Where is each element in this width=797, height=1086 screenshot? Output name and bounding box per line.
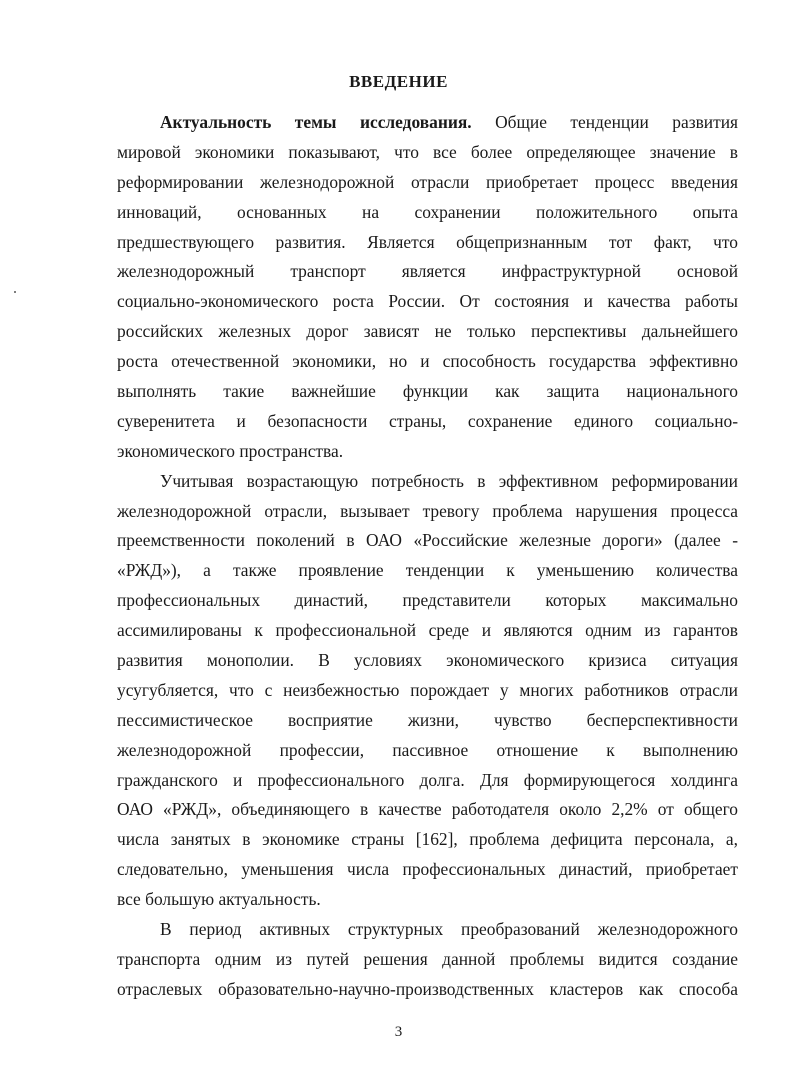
lead-phrase: Актуальность темы исследования. xyxy=(160,112,472,132)
paragraph-2-line-12: ОАО «РЖД», объединяющего в качестве работодателя около 2,2% от общего xyxy=(117,799,738,820)
paragraph-2-line-4: «РЖД»), а также проявление тенденции к уменьшению количества xyxy=(117,560,738,581)
paragraph-2-line-13: числа занятых в экономике страны [162], проблема дефицита персонала, а, xyxy=(117,829,738,850)
paragraph-1-line-1: Актуальность темы исследования. Общие тенденции развития xyxy=(160,112,739,132)
paragraph-2-line-14: следовательно, уменьшения числа профессиональных династий, приобретает xyxy=(117,859,738,880)
paragraph-2-line-10: железнодорожной профессии, пассивное отношение к выполнению xyxy=(117,739,738,760)
paragraph-2-line-7: развития монополии. В условиях экономического кризиса ситуация xyxy=(117,650,738,671)
paragraph-1-line-9: роста отечественной экономики, но и способность государства эффективно xyxy=(117,351,738,372)
paragraph-1-line-12: экономического пространства. xyxy=(117,440,344,461)
paragraph-2-line-5: профессиональных династий, представители которых максимально xyxy=(117,590,738,611)
page-number: 3 xyxy=(394,1024,403,1040)
paragraph-3-line-3: отраслевых образовательно-научно-производственных кластеров как способа xyxy=(117,978,738,999)
page-title: ВВЕДЕНИЕ xyxy=(349,72,448,91)
paragraph-2-line-8: усугубляется, что с неизбежностью порождает у многих работников отрасли xyxy=(117,679,738,700)
body-text xyxy=(117,108,738,1005)
paragraph-1-line-8: российских железных дорог зависят не только перспективы дальнейшего xyxy=(117,321,738,342)
paragraph-1-line-10: выполнять такие важнейшие функции как защита национального xyxy=(117,381,738,402)
paragraph-2-line-15: все большую актуальность. xyxy=(117,889,321,910)
paragraph-1-line-4: инноваций, основанных на сохранении положительного опыта xyxy=(117,201,738,222)
paragraph-1-line-5: предшествующего развития. Является общепризнанным тот факт, что xyxy=(117,231,738,252)
paragraph-3-line-1: В период активных структурных преобразований железнодорожного xyxy=(160,919,738,940)
paragraph-1-line-6: железнодорожный транспорт является инфраструктурной основой xyxy=(117,261,738,282)
paragraph-1-line-11: суверенитета и безопасности страны, сохранение единого социально- xyxy=(117,410,738,431)
paragraph-1-line-2: мировой экономики показывают, что все более определяющее значение в xyxy=(117,141,738,162)
paragraph-2-line-9: пессимистическое восприятие жизни, чувство бесперспективности xyxy=(117,709,738,730)
paragraph-2-line-1: Учитывая возрастающую потребность в эффективном реформировании xyxy=(160,470,738,491)
paragraph-2-line-11: гражданского и профессионального долга. Для формирующегося холдинга xyxy=(117,769,738,790)
paragraph-2-line-2: железнодорожной отрасли, вызывает тревогу проблема нарушения процесса xyxy=(117,500,738,521)
paragraph-2-line-3: преемственности поколений в ОАО «Российские железные дороги» (далее - xyxy=(117,530,738,551)
paragraph-1-line-3: реформировании железнодорожной отрасли приобретает процесс введения xyxy=(117,171,738,192)
scan-speck xyxy=(14,291,16,293)
paragraph-3-line-2: транспорта одним из путей решения данной проблемы видится создание xyxy=(117,948,738,969)
paragraph-2-line-6: ассимилированы к профессиональной среде и являются одним из гарантов xyxy=(117,620,738,641)
paragraph-1-line-7: социально-экономического роста России. От состояния и качества работы xyxy=(117,291,738,312)
